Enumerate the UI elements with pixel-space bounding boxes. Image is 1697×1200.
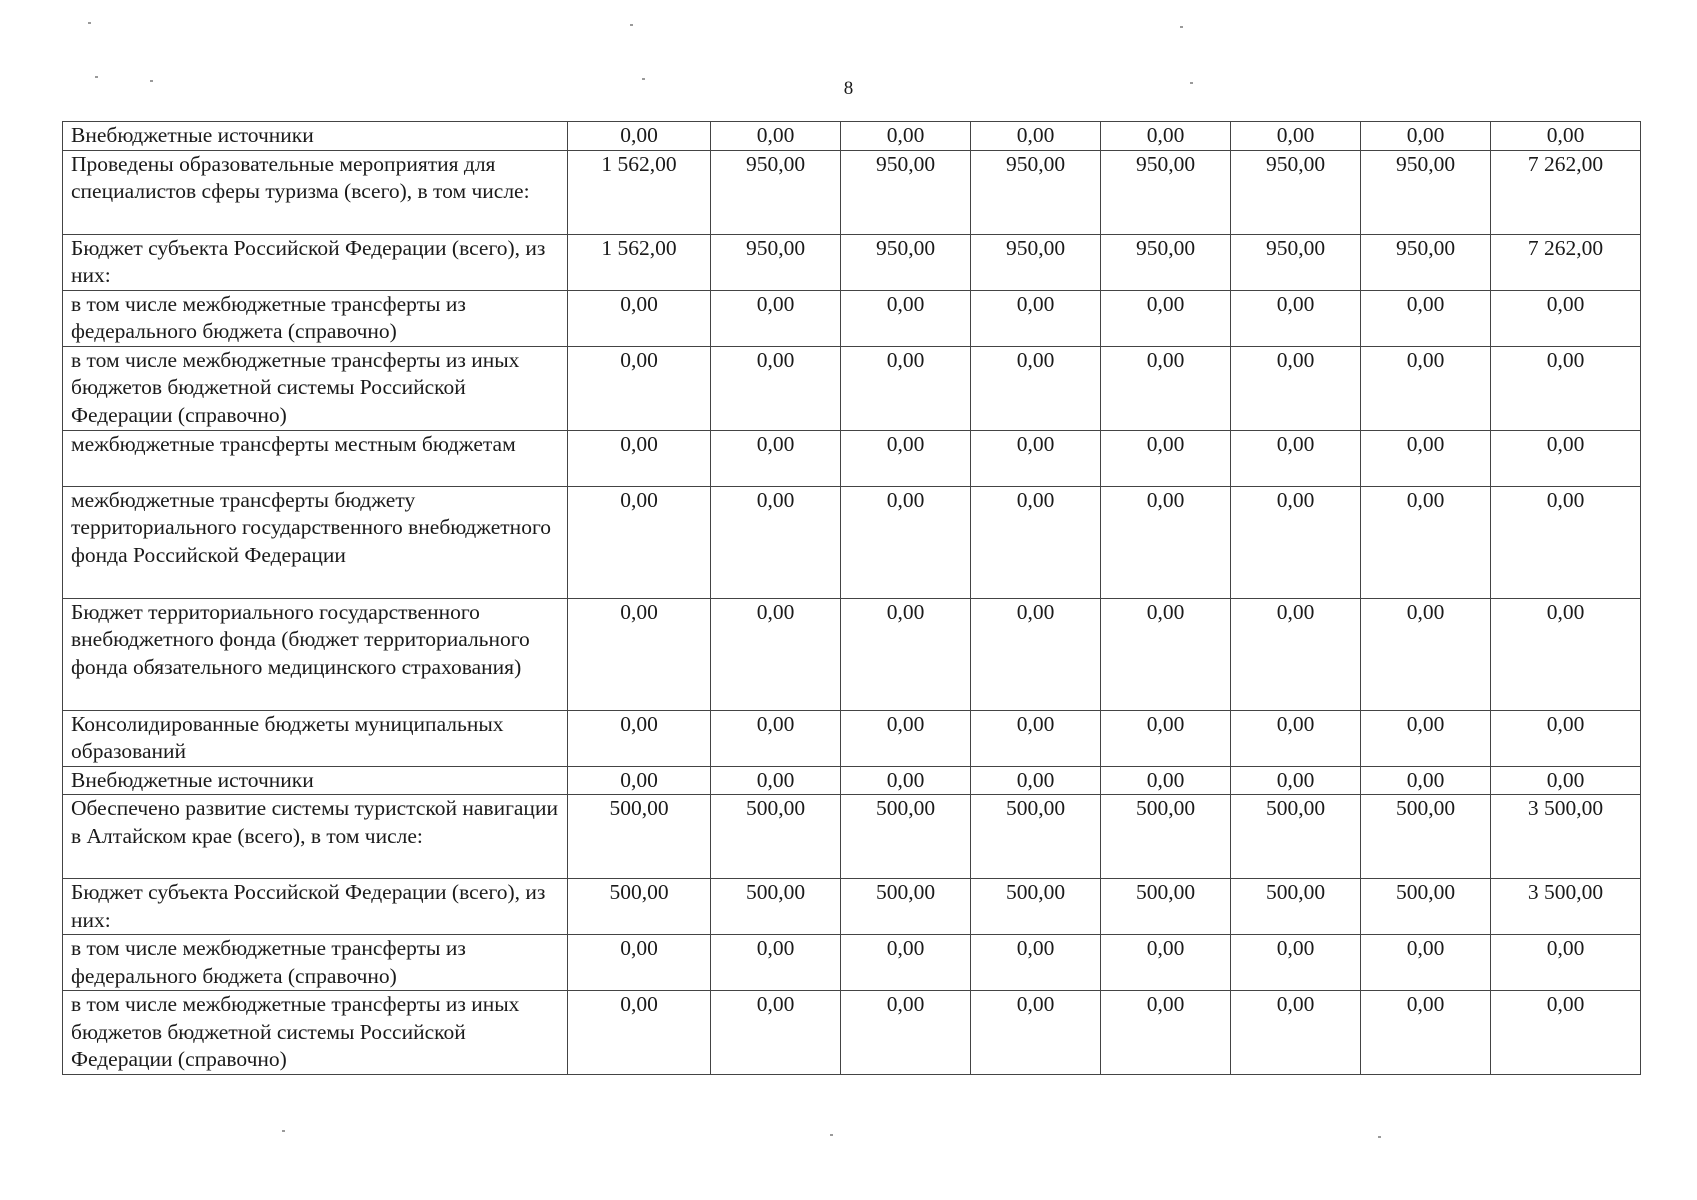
- value-cell: 0,00: [1491, 766, 1641, 795]
- table-row: [63, 234, 1641, 290]
- value-cell: 0,00: [568, 430, 711, 486]
- table-row: [63, 290, 1641, 346]
- row-label: Обеспечено развитие системы туристской навигации в Алтайском крае (всего), в том числе:: [63, 795, 568, 879]
- value-cell: 0,00: [1101, 766, 1231, 795]
- value-cell: 500,00: [711, 879, 841, 935]
- value-cell: 0,00: [568, 710, 711, 766]
- value-cell: 0,00: [1361, 991, 1491, 1075]
- value-cell: 0,00: [971, 935, 1101, 991]
- row-label: Проведены образовательные мероприятия для специалистов сферы туризма (всего), в том числе:: [63, 150, 568, 234]
- value-cell: 0,00: [971, 430, 1101, 486]
- value-cell: 0,00: [1491, 486, 1641, 598]
- value-cell: 500,00: [1101, 795, 1231, 879]
- value-cell: 0,00: [1361, 346, 1491, 430]
- value-cell: 950,00: [841, 150, 971, 234]
- value-cell: 0,00: [1361, 766, 1491, 795]
- value-cell: 0,00: [1491, 598, 1641, 710]
- value-cell: 0,00: [1231, 710, 1361, 766]
- value-cell: 0,00: [971, 346, 1101, 430]
- value-cell: 0,00: [568, 486, 711, 598]
- value-cell: 0,00: [1491, 122, 1641, 151]
- scan-speck: [830, 1134, 833, 1136]
- value-cell: 0,00: [711, 430, 841, 486]
- value-cell: 950,00: [1101, 234, 1231, 290]
- value-cell: 0,00: [841, 346, 971, 430]
- value-cell: 950,00: [841, 234, 971, 290]
- value-cell: 0,00: [841, 991, 971, 1075]
- row-label: Бюджет субъекта Российской Федерации (всего), из них:: [63, 879, 568, 935]
- value-cell: 0,00: [1231, 346, 1361, 430]
- value-cell: 0,00: [711, 710, 841, 766]
- value-cell: 0,00: [1231, 122, 1361, 151]
- row-label: межбюджетные трансферты бюджету территориального государственного внебюджетного фонда Российской Федерации: [63, 486, 568, 598]
- value-cell: 0,00: [1231, 430, 1361, 486]
- value-cell: 0,00: [568, 122, 711, 151]
- row-label: Бюджет субъекта Российской Федерации (всего), из них:: [63, 234, 568, 290]
- value-cell: 0,00: [1361, 598, 1491, 710]
- scan-speck: [95, 76, 98, 78]
- scan-speck: [1378, 1136, 1381, 1138]
- value-cell: 0,00: [841, 766, 971, 795]
- scan-speck: [630, 24, 633, 26]
- value-cell: 500,00: [1101, 879, 1231, 935]
- value-cell: 0,00: [711, 598, 841, 710]
- table-row: [63, 766, 1641, 795]
- scan-speck: [88, 22, 91, 24]
- value-cell: 0,00: [1101, 710, 1231, 766]
- table-row: [63, 795, 1641, 879]
- value-cell: 0,00: [1361, 290, 1491, 346]
- table-row: [63, 710, 1641, 766]
- table-row: [63, 935, 1641, 991]
- table-row: [63, 150, 1641, 234]
- value-cell: 950,00: [1361, 234, 1491, 290]
- value-cell: 0,00: [1231, 486, 1361, 598]
- table-row: [63, 991, 1641, 1075]
- value-cell: 0,00: [568, 991, 711, 1075]
- row-label: Внебюджетные источники: [63, 766, 568, 795]
- value-cell: 950,00: [1231, 150, 1361, 234]
- value-cell: 0,00: [568, 290, 711, 346]
- row-label: в том числе межбюджетные трансферты из федерального бюджета (справочно): [63, 935, 568, 991]
- value-cell: 0,00: [711, 122, 841, 151]
- value-cell: 0,00: [1231, 290, 1361, 346]
- value-cell: 0,00: [971, 710, 1101, 766]
- value-cell: 7 262,00: [1491, 150, 1641, 234]
- value-cell: 0,00: [1361, 935, 1491, 991]
- value-cell: 500,00: [1231, 879, 1361, 935]
- value-cell: 1 562,00: [568, 150, 711, 234]
- value-cell: 0,00: [1491, 430, 1641, 486]
- value-cell: 0,00: [711, 935, 841, 991]
- value-cell: 0,00: [1491, 290, 1641, 346]
- value-cell: 0,00: [711, 290, 841, 346]
- table-row: [63, 486, 1641, 598]
- page-number: 8: [843, 78, 854, 99]
- value-cell: 0,00: [568, 346, 711, 430]
- value-cell: 0,00: [711, 346, 841, 430]
- table-body: [63, 122, 1641, 1075]
- value-cell: 950,00: [1231, 234, 1361, 290]
- value-cell: 0,00: [1361, 710, 1491, 766]
- value-cell: 0,00: [1101, 430, 1231, 486]
- value-cell: 0,00: [971, 991, 1101, 1075]
- value-cell: 0,00: [1101, 598, 1231, 710]
- value-cell: 950,00: [1361, 150, 1491, 234]
- value-cell: 0,00: [1101, 991, 1231, 1075]
- row-label: Бюджет территориального государственного внебюджетного фонда (бюджет территориального фонда обязательного медицинского страхования): [63, 598, 568, 710]
- value-cell: 500,00: [971, 879, 1101, 935]
- value-cell: 0,00: [971, 290, 1101, 346]
- scan-speck: [642, 78, 645, 80]
- value-cell: 0,00: [711, 991, 841, 1075]
- value-cell: 0,00: [971, 486, 1101, 598]
- row-label: межбюджетные трансферты местным бюджетам: [63, 430, 568, 486]
- value-cell: 0,00: [971, 598, 1101, 710]
- table-row: [63, 122, 1641, 151]
- value-cell: 500,00: [1231, 795, 1361, 879]
- value-cell: 0,00: [841, 122, 971, 151]
- value-cell: 0,00: [568, 598, 711, 710]
- row-label: в том числе межбюджетные трансферты из иных бюджетов бюджетной системы Российской Федерации (справочно): [63, 991, 568, 1075]
- scan-speck: [150, 80, 153, 82]
- value-cell: 0,00: [841, 710, 971, 766]
- value-cell: 0,00: [1361, 486, 1491, 598]
- value-cell: 7 262,00: [1491, 234, 1641, 290]
- value-cell: 0,00: [1101, 122, 1231, 151]
- value-cell: 0,00: [1101, 290, 1231, 346]
- value-cell: 500,00: [568, 795, 711, 879]
- value-cell: 3 500,00: [1491, 795, 1641, 879]
- scan-speck: [1190, 82, 1193, 84]
- budget-table: [62, 121, 1641, 1075]
- value-cell: 500,00: [841, 795, 971, 879]
- value-cell: 0,00: [1231, 991, 1361, 1075]
- value-cell: 0,00: [971, 122, 1101, 151]
- value-cell: 0,00: [1491, 710, 1641, 766]
- scan-speck: [282, 1130, 285, 1132]
- value-cell: 0,00: [841, 430, 971, 486]
- value-cell: 950,00: [971, 234, 1101, 290]
- row-label: в том числе межбюджетные трансферты из иных бюджетов бюджетной системы Российской Федерации (справочно): [63, 346, 568, 430]
- value-cell: 0,00: [1491, 991, 1641, 1075]
- value-cell: 0,00: [841, 598, 971, 710]
- value-cell: 0,00: [1361, 430, 1491, 486]
- value-cell: 950,00: [711, 150, 841, 234]
- value-cell: 0,00: [568, 935, 711, 991]
- table-row: [63, 879, 1641, 935]
- value-cell: 500,00: [711, 795, 841, 879]
- value-cell: 0,00: [1101, 486, 1231, 598]
- value-cell: 0,00: [1231, 766, 1361, 795]
- value-cell: 500,00: [841, 879, 971, 935]
- value-cell: 0,00: [841, 290, 971, 346]
- row-label: Внебюджетные источники: [63, 122, 568, 151]
- value-cell: 500,00: [1361, 879, 1491, 935]
- value-cell: 500,00: [568, 879, 711, 935]
- value-cell: 0,00: [971, 766, 1101, 795]
- value-cell: 0,00: [711, 766, 841, 795]
- table-row: [63, 430, 1641, 486]
- table-row: [63, 598, 1641, 710]
- value-cell: 0,00: [1361, 122, 1491, 151]
- scan-speck: [1180, 26, 1183, 28]
- value-cell: 0,00: [568, 766, 711, 795]
- table-row: [63, 346, 1641, 430]
- value-cell: 0,00: [841, 486, 971, 598]
- value-cell: 500,00: [971, 795, 1101, 879]
- value-cell: 1 562,00: [568, 234, 711, 290]
- value-cell: 3 500,00: [1491, 879, 1641, 935]
- value-cell: 500,00: [1361, 795, 1491, 879]
- value-cell: 0,00: [1231, 598, 1361, 710]
- value-cell: 0,00: [711, 486, 841, 598]
- value-cell: 950,00: [1101, 150, 1231, 234]
- value-cell: 0,00: [1101, 346, 1231, 430]
- row-label: Консолидированные бюджеты муниципальных образований: [63, 710, 568, 766]
- value-cell: 0,00: [1491, 935, 1641, 991]
- value-cell: 0,00: [841, 935, 971, 991]
- value-cell: 950,00: [711, 234, 841, 290]
- row-label: в том числе межбюджетные трансферты из федерального бюджета (справочно): [63, 290, 568, 346]
- value-cell: 0,00: [1101, 935, 1231, 991]
- value-cell: 950,00: [971, 150, 1101, 234]
- value-cell: 0,00: [1491, 346, 1641, 430]
- value-cell: 0,00: [1231, 935, 1361, 991]
